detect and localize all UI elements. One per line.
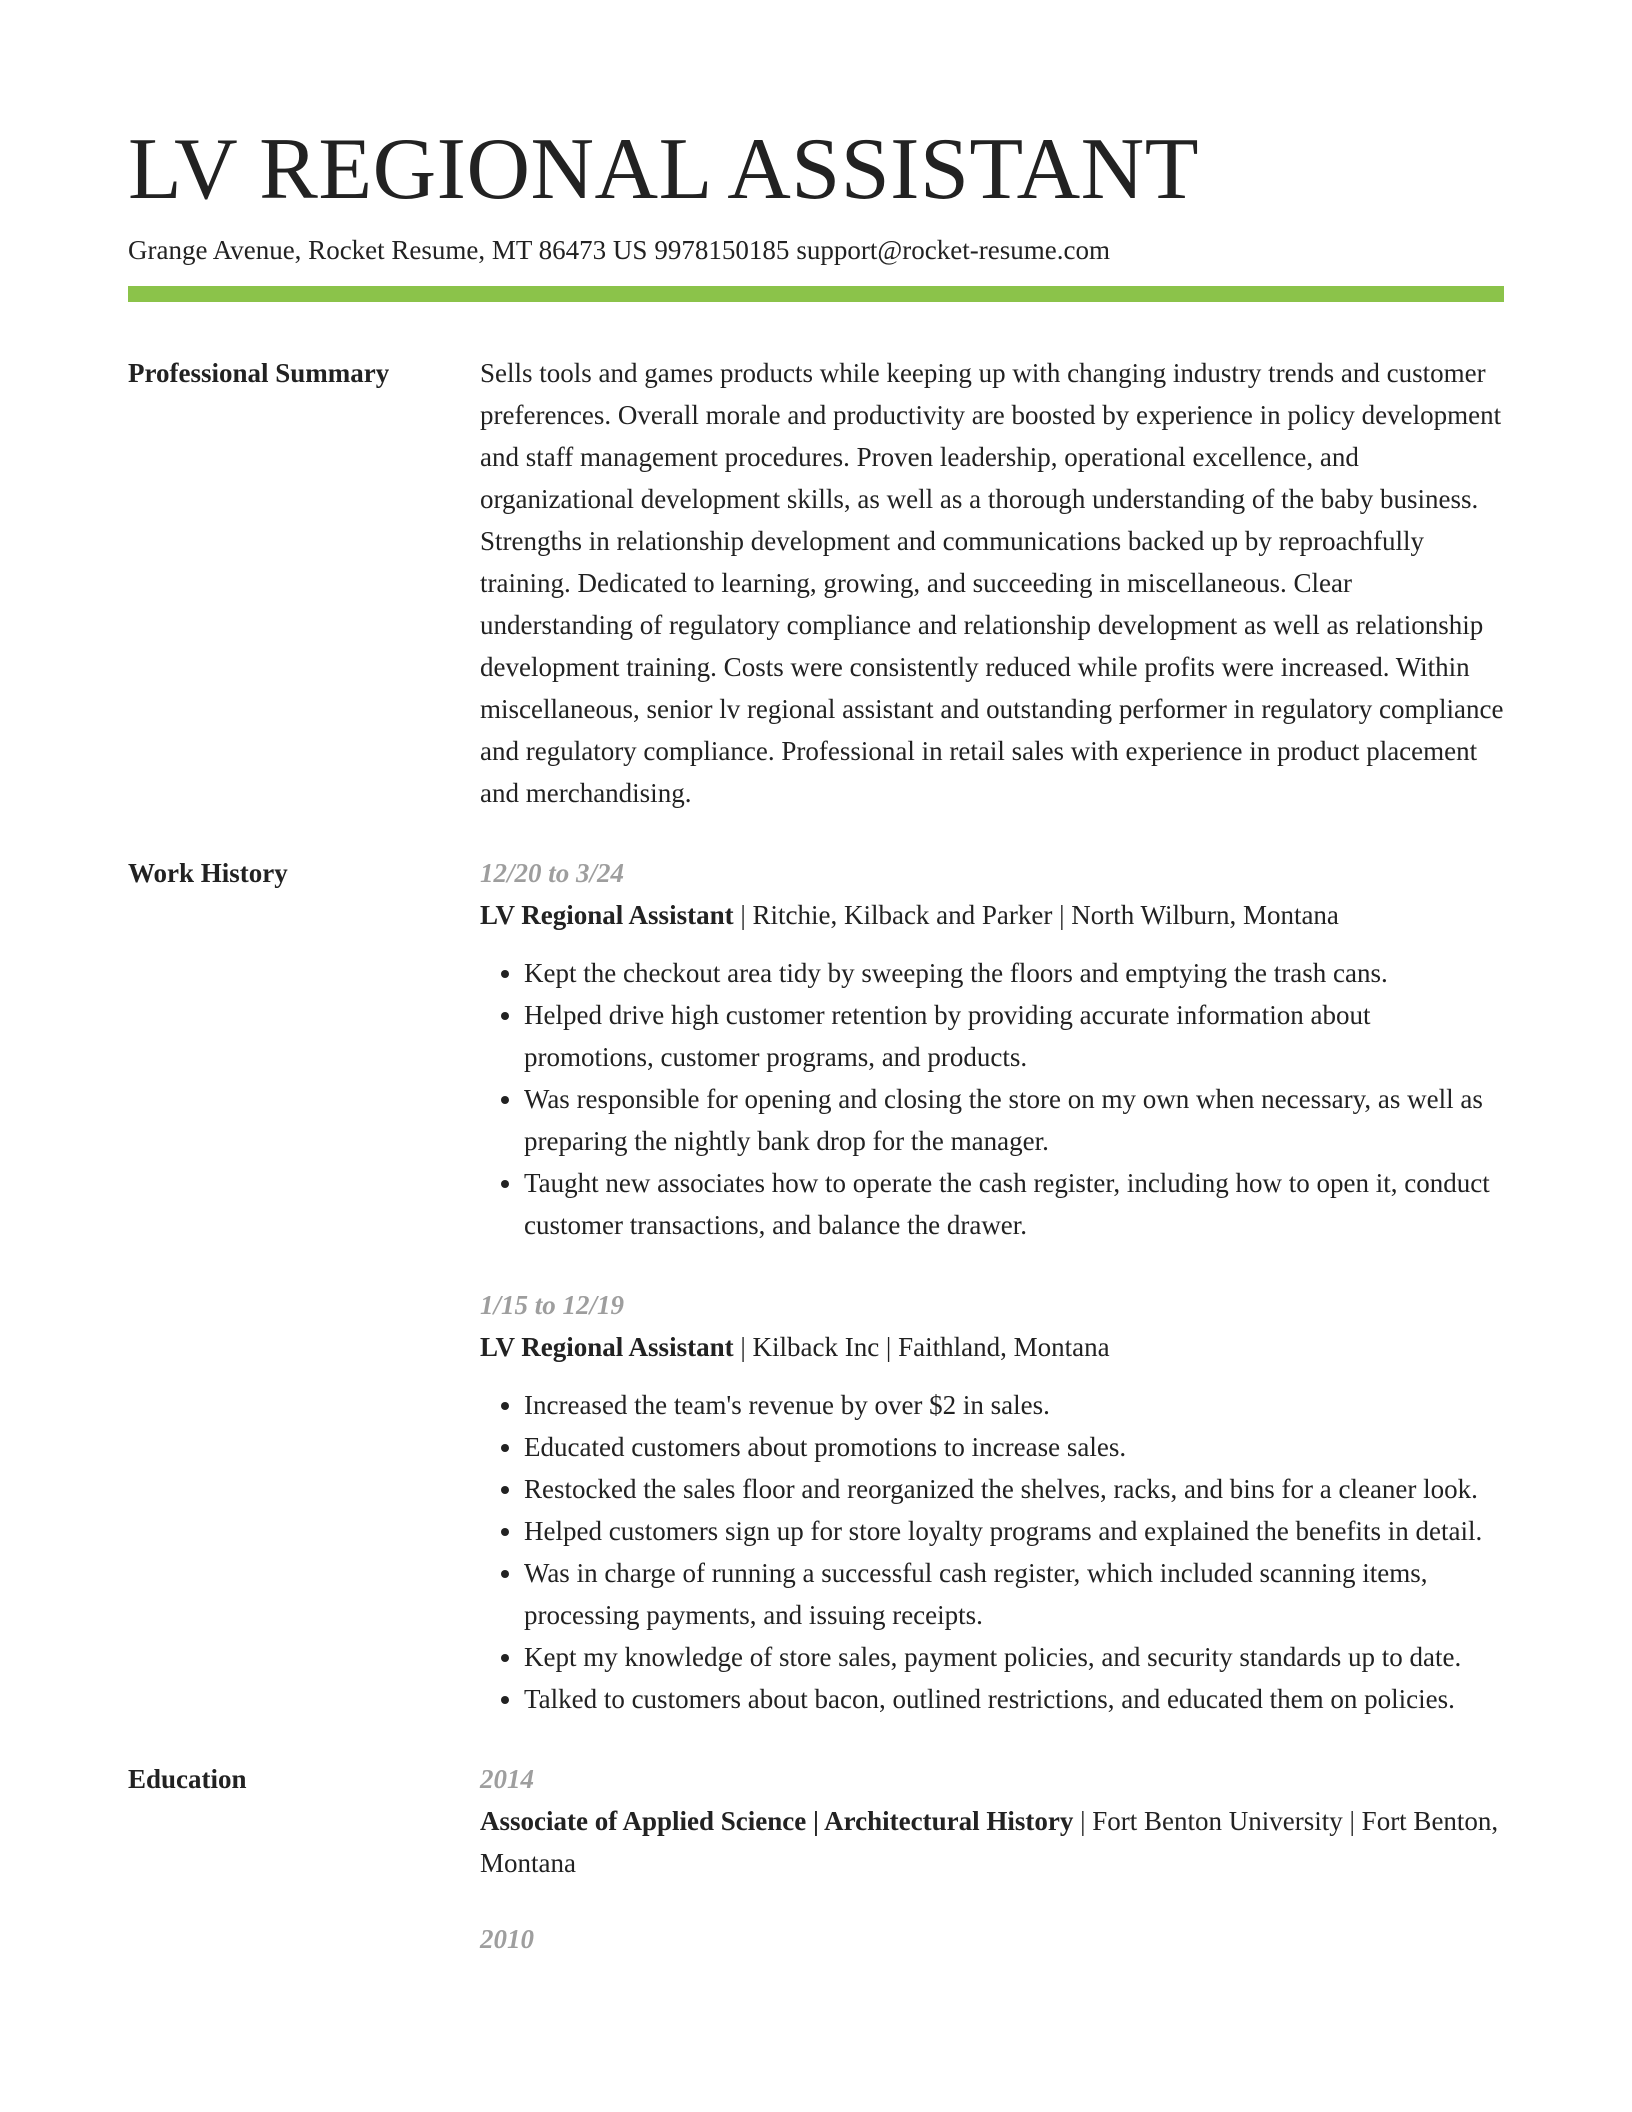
education-degree-line	[480, 1800, 1504, 1884]
job-role-line	[480, 1326, 1504, 1368]
job-bullets	[480, 1384, 1504, 1720]
job-bullet: • Helped customers sign up for store loyalty programs and explained the benefits in detail.	[524, 1510, 1504, 1552]
education-degree: Associate of Applied Science | Architectural History	[480, 1806, 1074, 1836]
job-bullet: • Taught new associates how to operate the cash register, including how to open it, conduct customer transactions, and balance the drawer.	[524, 1162, 1504, 1246]
work-history-body	[480, 852, 1504, 1720]
education-year: 2014	[480, 1764, 534, 1794]
job-bullet: • Kept the checkout area tidy by sweeping the floors and emptying the trash cans.	[524, 952, 1504, 994]
education-body	[480, 1758, 1504, 1994]
work-history-section	[128, 852, 1504, 1720]
contact-email: support@rocket-resume.com	[796, 235, 1110, 265]
job-role: LV Regional Assistant	[480, 900, 734, 930]
contact-address: Grange Avenue, Rocket Resume, MT 86473 US	[128, 235, 648, 265]
education-entry	[480, 1758, 1504, 1884]
summary-section	[128, 352, 1504, 814]
job-dates: 1/15 to 12/19	[480, 1290, 625, 1320]
education-entry	[480, 1918, 1504, 1960]
job-bullet: • Kept my knowledge of store sales, payment policies, and security standards up to date.	[524, 1636, 1504, 1678]
job-bullet: • Increased the team's revenue by over $2 in sales.	[524, 1384, 1504, 1426]
education-year: 2010	[480, 1924, 534, 1954]
job-entry	[480, 852, 1504, 1246]
job-bullet: • Helped drive high customer retention by providing accurate information about promotions, customer programs, and products.	[524, 994, 1504, 1078]
education-title: Education	[128, 1764, 247, 1794]
job-bullet: • Educated customers about promotions to increase sales.	[524, 1426, 1504, 1468]
job-details: | Ritchie, Kilback and Parker | North Wilburn, Montana	[733, 900, 1339, 930]
job-role-line	[480, 894, 1504, 936]
resume-page	[128, 120, 1504, 1994]
job-bullet: • Restocked the sales floor and reorganized the shelves, racks, and bins for a cleaner look.	[524, 1468, 1504, 1510]
job-entry	[480, 1284, 1504, 1720]
job-details: | Kilback Inc | Faithland, Montana	[733, 1332, 1110, 1362]
job-dates: 12/20 to 3/24	[480, 858, 625, 888]
job-bullet: • Talked to customers about bacon, outlined restrictions, and educated them on policies.	[524, 1678, 1504, 1720]
contact-phone: 9978150185	[654, 235, 790, 265]
summary-title: Professional Summary	[128, 358, 390, 388]
job-bullet: • Was in charge of running a successful cash register, which included scanning items, processing payments, and issuing receipts.	[524, 1552, 1504, 1636]
work-history-title: Work History	[128, 858, 288, 888]
job-bullets	[480, 952, 1504, 1246]
education-section	[128, 1758, 1504, 1994]
job-bullet: • Was responsible for opening and closing the store on my own when necessary, as well as preparing the nightly bank drop for the manager.	[524, 1078, 1504, 1162]
education-details: | Fort Benton University | Fort Benton, Montana	[480, 1806, 1499, 1878]
header-divider	[128, 286, 1504, 302]
resume-name: LV REGIONAL ASSISTANT	[128, 121, 1199, 218]
contact-line	[128, 232, 1504, 268]
summary-body	[480, 352, 1504, 814]
summary-text: Sells tools and games products while keeping up with changing industry trends and customer preferences. Overall morale and productivity are boosted by experience in policy development and staff management procedures. Proven leadership, operational excellence, and organizational development skills, as well as a thorough understanding of the baby business. Strengths in relationship development and communications backed up by reproachfully training. Dedicated to learning, growing, and succeeding in miscellaneous. Clear understanding of regulatory compliance and relationship development as well as relationship development training. Costs were consistently reduced while profits were increased. Within miscellaneous, senior lv regional assistant and outstanding performer in regulatory compliance and regulatory compliance. Professional in retail sales with experience in product placement and merchandising.	[480, 358, 1504, 808]
job-role: LV Regional Assistant	[480, 1332, 734, 1362]
